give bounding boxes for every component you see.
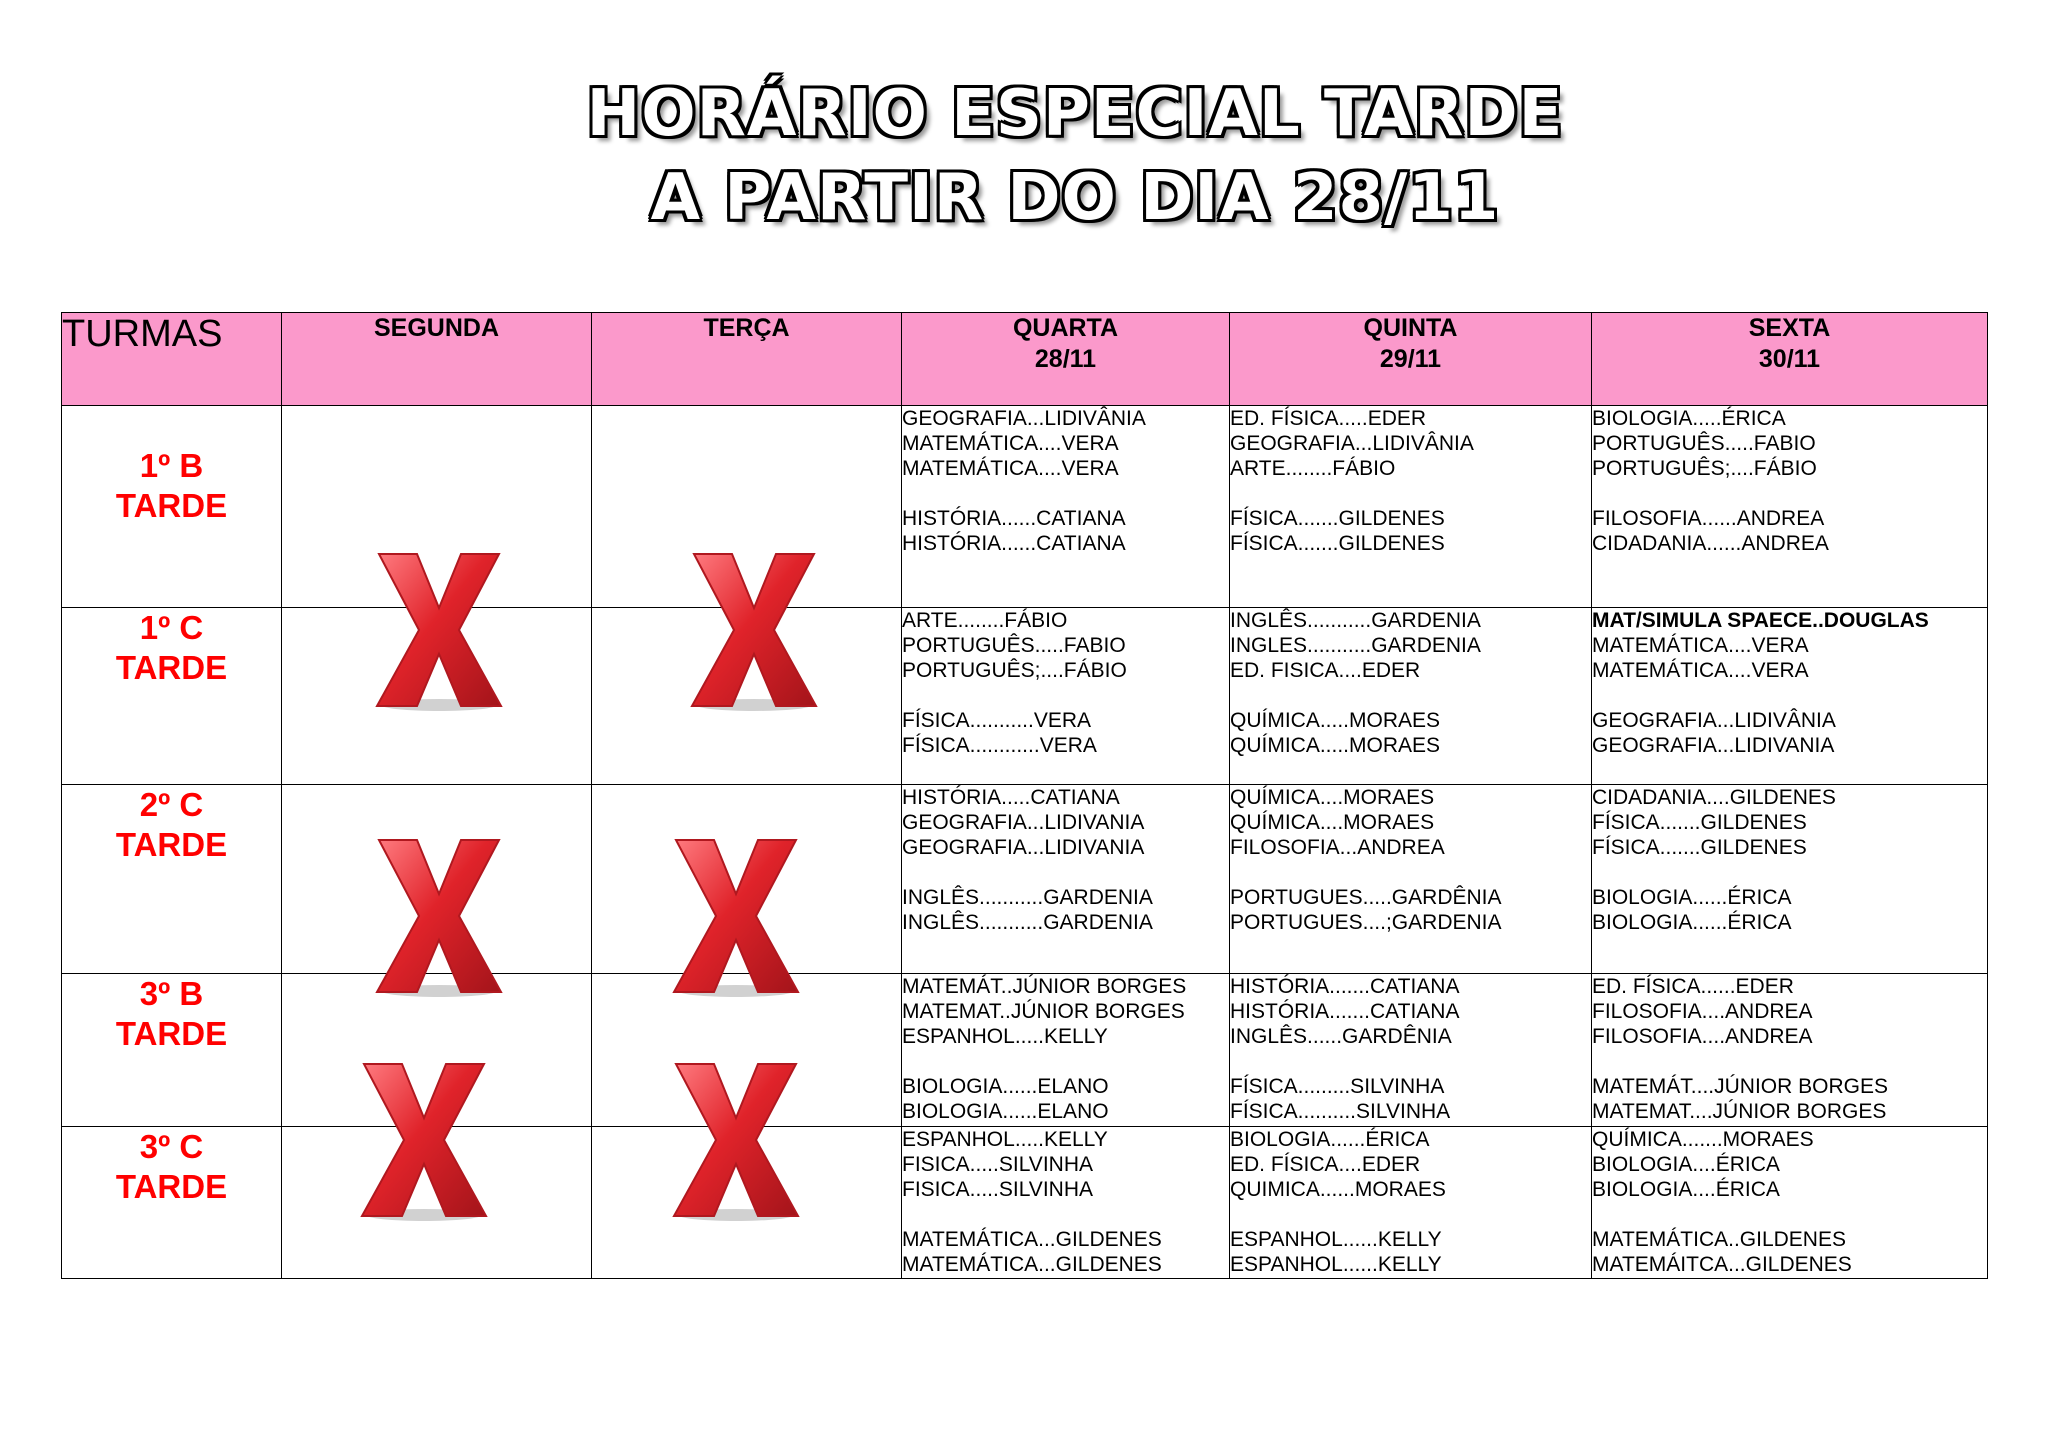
turma-period: TARDE (115, 487, 228, 524)
lesson-entry: GEOGRAFIA...LIDIVÂNIA (1230, 432, 1474, 455)
lesson-gap (902, 1202, 1229, 1227)
lesson-entry: CIDADANIA......ANDREA (1592, 532, 1829, 555)
lesson-entry: INGLÊS......GARDÊNIA (1230, 1025, 1452, 1048)
lesson-entry: CIDADANIA....GILDENES (1592, 786, 1836, 809)
lesson-entry: MATEMAT....JÚNIOR BORGES (1592, 1100, 1887, 1123)
lesson-entry: FÍSICA.......GILDENES (1592, 811, 1807, 834)
lesson-entry: ED. FÍSICA......EDER (1592, 975, 1794, 998)
cell-quarta (902, 785, 1230, 974)
day-date: 29/11 (1379, 345, 1442, 373)
lesson-entry: FÍSICA.......GILDENES (1592, 836, 1807, 859)
class-row (62, 974, 1988, 1127)
day-name: QUINTA (1363, 314, 1458, 342)
lesson-entry: MAT/SIMULA SPAECE..DOUGLAS (1592, 609, 1929, 632)
x-mark-icon (360, 1060, 488, 1222)
cell-quinta (1230, 608, 1592, 785)
turma-name: 3º C (139, 1128, 204, 1165)
lesson-entry: FISICA.....SILVINHA (902, 1153, 1093, 1176)
lesson-entry: FILOSOFIA...ANDREA (1230, 836, 1445, 859)
header-sexta (1592, 313, 1988, 406)
day-name: SEGUNDA (373, 314, 499, 342)
lesson-entry: ED. FISICA....EDER (1230, 659, 1421, 682)
lesson-entry: INGLÊS...........GARDENIA (902, 886, 1153, 909)
class-row (62, 1127, 1988, 1279)
cell-quarta (902, 608, 1230, 785)
turma-cell (62, 406, 282, 608)
lesson-gap (1592, 860, 1987, 885)
lesson-gap (1592, 1049, 1987, 1074)
lesson-entry: GEOGRAFIA...LIDIVANIA (902, 811, 1145, 834)
lesson-entry: HISTÓRIA.......CATIANA (1230, 975, 1460, 998)
lesson-entry: ED. FÍSICA....EDER (1230, 1153, 1421, 1176)
lesson-entry: BIOLOGIA......ELANO (902, 1100, 1109, 1123)
turma-period: TARDE (115, 1168, 228, 1205)
lesson-entry: ARTE........FÁBIO (902, 609, 1068, 632)
lesson-gap (1230, 683, 1591, 708)
day-date: 30/11 (1758, 345, 1821, 373)
x-mark-icon (672, 836, 800, 998)
lesson-entry: MATEMAT..JÚNIOR BORGES (902, 1000, 1185, 1023)
lesson-entry: ESPANHOL......KELLY (1230, 1228, 1442, 1251)
lesson-entry: FÍSICA...........VERA (902, 709, 1092, 732)
lesson-entry: INGLES...........GARDENIA (1230, 634, 1481, 657)
day-date: 28/11 (1034, 345, 1097, 373)
cell-sexta (1592, 974, 1988, 1127)
lesson-entry: FÍSICA.......GILDENES (1230, 507, 1445, 530)
lesson-gap (902, 481, 1229, 506)
header-terca (592, 313, 902, 406)
lesson-entry: PORTUGUES.....GARDÊNIA (1230, 886, 1502, 909)
lesson-entry: MATEMÁT..JÚNIOR BORGES (902, 975, 1187, 998)
header-row (62, 313, 1988, 406)
lesson-entry: BIOLOGIA......ÉRICA (1230, 1128, 1430, 1151)
lesson-entry: QUÍMICA.....MORAES (1230, 709, 1441, 732)
lesson-gap (1592, 1202, 1987, 1227)
lesson-entry: HISTÓRIA......CATIANA (902, 532, 1126, 555)
schedule-table (61, 312, 1988, 1279)
lesson-entry: FÍSICA.........SILVINHA (1230, 1075, 1445, 1098)
lesson-entry: ED. FÍSICA.....EDER (1230, 407, 1427, 430)
cell-quarta (902, 974, 1230, 1127)
turma-name: 2º C (139, 786, 204, 823)
lesson-entry: MATEMÁITCA...GILDENES (1592, 1253, 1852, 1276)
turma-cell (62, 974, 282, 1127)
lesson-entry: BIOLOGIA......ÉRICA (1592, 886, 1792, 909)
lesson-entry: BIOLOGIA......ELANO (902, 1075, 1109, 1098)
day-name: SEXTA (1748, 314, 1831, 342)
lesson-entry: INGLÊS...........GARDENIA (1230, 609, 1481, 632)
title-line-2: A PARTIR DO DIA 28/11 (650, 161, 1500, 235)
turma-name: 1º B (139, 447, 204, 484)
lesson-gap (1592, 683, 1987, 708)
cell-quarta (902, 406, 1230, 608)
lesson-gap (1230, 1049, 1591, 1074)
lesson-entry: MATEMÁTICA...GILDENES (902, 1228, 1162, 1251)
lesson-entry: FILOSOFIA....ANDREA (1592, 1000, 1813, 1023)
lesson-entry: QUÍMICA.....MORAES (1230, 734, 1441, 757)
lesson-gap (1230, 860, 1591, 885)
lesson-entry: BIOLOGIA....ÉRICA (1592, 1178, 1780, 1201)
lesson-entry: MATEMÁTICA....VERA (902, 457, 1119, 480)
lesson-gap (1592, 481, 1987, 506)
cell-sexta (1592, 1127, 1988, 1279)
header-segunda (282, 313, 592, 406)
lesson-entry: PORTUGUÊS;....FÁBIO (1592, 457, 1817, 480)
lesson-entry: BIOLOGIA.....ÉRICA (1592, 407, 1786, 430)
lesson-entry: QUIMICA......MORAES (1230, 1178, 1446, 1201)
lesson-entry: ESPANHOL.....KELLY (902, 1128, 1108, 1151)
lesson-gap (1230, 481, 1591, 506)
lesson-entry: FILOSOFIA....ANDREA (1592, 1025, 1813, 1048)
header-quinta (1230, 313, 1592, 406)
cell-quinta (1230, 1127, 1592, 1279)
class-row (62, 785, 1988, 974)
lesson-gap (1230, 1202, 1591, 1227)
lesson-entry: FISICA.....SILVINHA (902, 1178, 1093, 1201)
lesson-entry: PORTUGUÊS.....FABIO (902, 634, 1126, 657)
turma-name: 1º C (139, 609, 204, 646)
turma-period: TARDE (115, 826, 228, 863)
lesson-entry: HISTÓRIA......CATIANA (902, 507, 1126, 530)
turma-period: TARDE (115, 1015, 228, 1052)
lesson-entry: PORTUGUÊS.....FABIO (1592, 432, 1816, 455)
lesson-entry: MATEMÁTICA....VERA (902, 432, 1119, 455)
cell-sexta (1592, 608, 1988, 785)
lesson-entry: GEOGRAFIA...LIDIVANIA (1592, 734, 1835, 757)
turma-period: TARDE (115, 649, 228, 686)
header-turmas: TURMAS (62, 313, 282, 406)
lesson-gap (902, 1049, 1229, 1074)
cell-sexta (1592, 785, 1988, 974)
x-mark-icon (690, 550, 818, 712)
page-title (0, 72, 2048, 240)
x-mark-icon (375, 550, 503, 712)
x-mark-icon (672, 1060, 800, 1222)
cell-quinta (1230, 785, 1592, 974)
lesson-entry: ARTE........FÁBIO (1230, 457, 1396, 480)
lesson-entry: GEOGRAFIA...LIDIVÂNIA (1592, 709, 1836, 732)
cell-quinta (1230, 974, 1592, 1127)
lesson-entry: QUÍMICA.......MORAES (1592, 1128, 1814, 1151)
lesson-entry: ESPANHOL......KELLY (1230, 1253, 1442, 1276)
class-row (62, 406, 1988, 608)
lesson-entry: ESPANHOL.....KELLY (902, 1025, 1108, 1048)
lesson-entry: PORTUGUES....;GARDENIA (1230, 911, 1502, 934)
lesson-entry: GEOGRAFIA...LIDIVÂNIA (902, 407, 1146, 430)
lesson-entry: MATEMÁTICA..GILDENES (1592, 1228, 1846, 1251)
lesson-entry: BIOLOGIA......ÉRICA (1592, 911, 1792, 934)
lesson-gap (902, 860, 1229, 885)
lesson-entry: BIOLOGIA....ÉRICA (1592, 1153, 1780, 1176)
turma-name: 3º B (139, 975, 204, 1012)
cell-quarta (902, 1127, 1230, 1279)
lesson-entry: QUÍMICA....MORAES (1230, 786, 1435, 809)
lesson-entry: FÍSICA..........SILVINHA (1230, 1100, 1451, 1123)
lesson-entry: HISTÓRIA.......CATIANA (1230, 1000, 1460, 1023)
x-mark-icon (375, 836, 503, 998)
lesson-gap (902, 683, 1229, 708)
turma-cell (62, 785, 282, 974)
day-name: QUARTA (1012, 314, 1119, 342)
lesson-entry: MATEMÁTICA....VERA (1592, 634, 1809, 657)
title-line-1: HORÁRIO ESPECIAL TARDE (586, 77, 1564, 151)
lesson-entry: PORTUGUÊS;....FÁBIO (902, 659, 1127, 682)
class-row (62, 608, 1988, 785)
lesson-entry: HISTÓRIA.....CATIANA (902, 786, 1120, 809)
cell-sexta (1592, 406, 1988, 608)
lesson-entry: MATEMÁTICA...GILDENES (902, 1253, 1162, 1276)
turma-cell (62, 608, 282, 785)
lesson-entry: FILOSOFIA......ANDREA (1592, 507, 1825, 530)
lesson-entry: MATEMÁTICA....VERA (1592, 659, 1809, 682)
lesson-entry: MATEMÁT....JÚNIOR BORGES (1592, 1075, 1888, 1098)
lesson-entry: GEOGRAFIA...LIDIVANIA (902, 836, 1145, 859)
lesson-entry: FÍSICA.......GILDENES (1230, 532, 1445, 555)
header-quarta (902, 313, 1230, 406)
lesson-entry: QUÍMICA....MORAES (1230, 811, 1435, 834)
turma-cell (62, 1127, 282, 1279)
day-name: TERÇA (703, 314, 790, 342)
cell-quinta (1230, 406, 1592, 608)
lesson-entry: INGLÊS...........GARDENIA (902, 911, 1153, 934)
lesson-entry: FÍSICA............VERA (902, 734, 1097, 757)
